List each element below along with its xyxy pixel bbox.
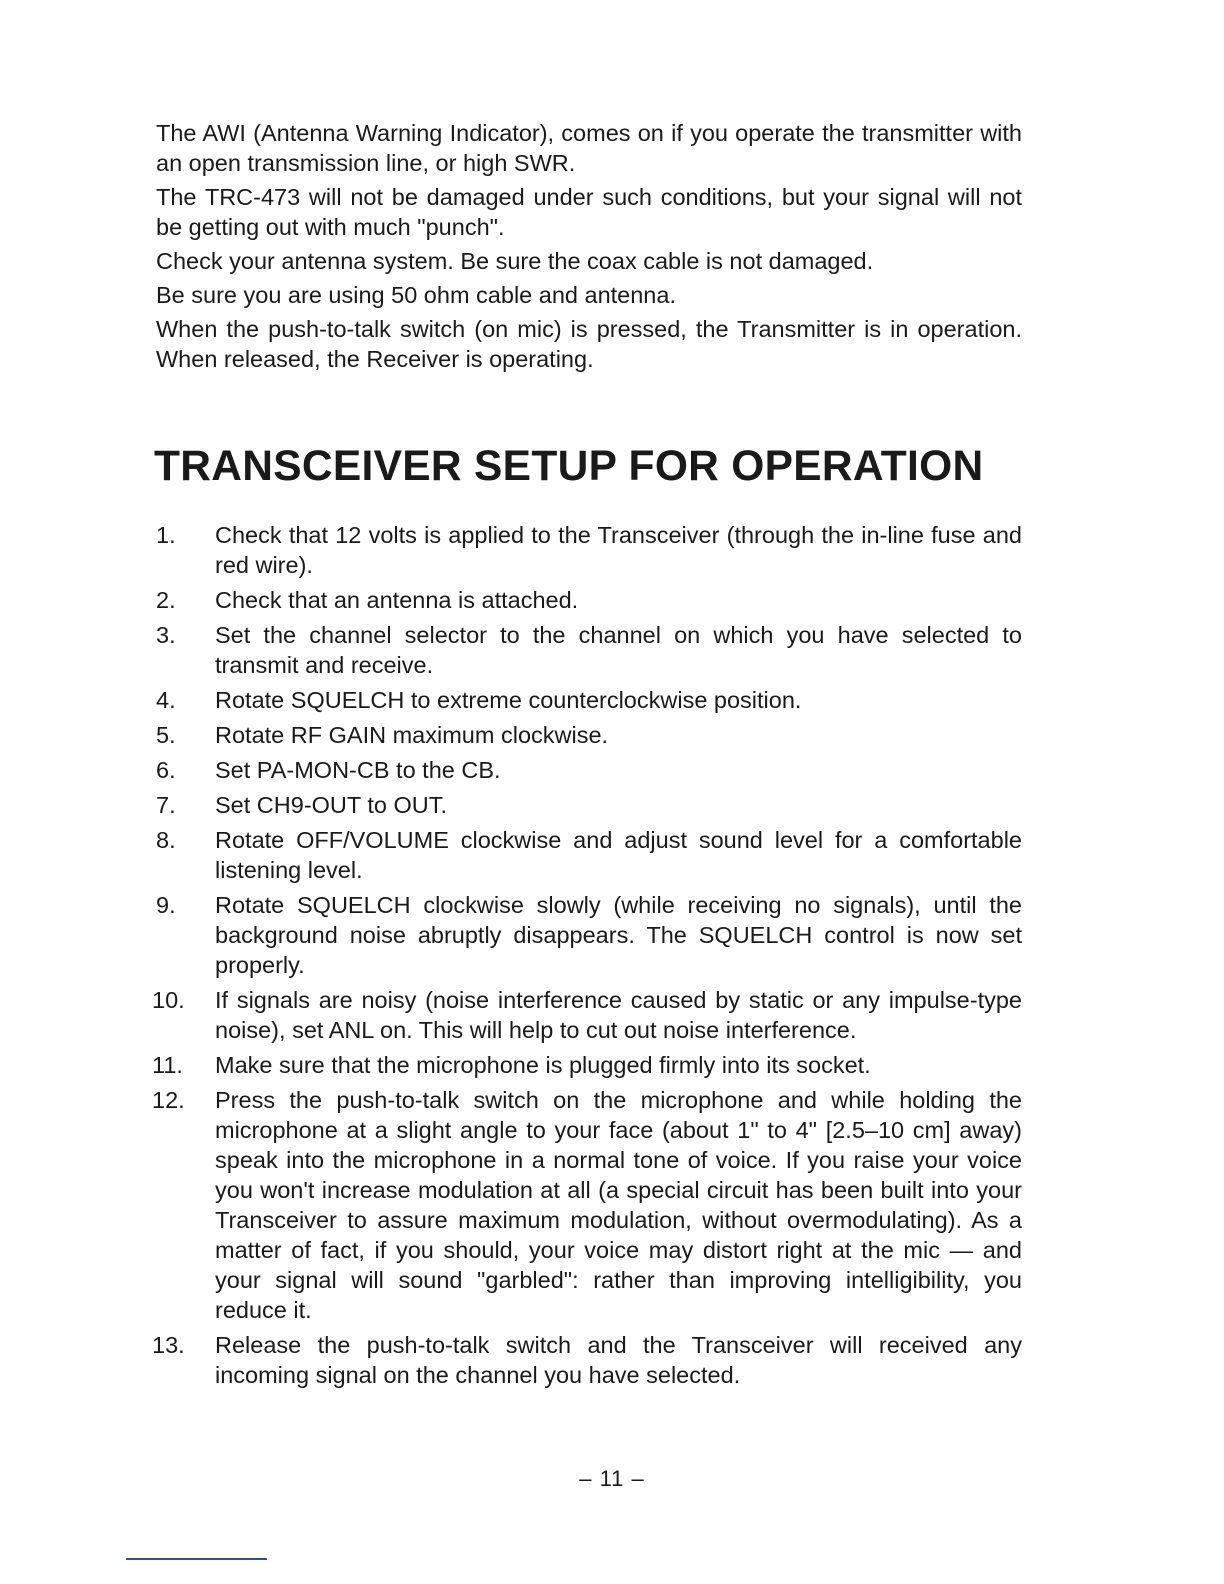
step-text: Rotate RF GAIN maximum clockwise. xyxy=(215,722,609,748)
intro-paragraph-cable: Be sure you are using 50 ohm cable and antenna. xyxy=(156,282,676,308)
list-item xyxy=(156,520,1022,580)
step-number: 12. xyxy=(152,1087,185,1113)
footer-rule xyxy=(126,1558,267,1560)
list-item xyxy=(156,890,1022,980)
step-number: 5. xyxy=(156,722,176,748)
list-item xyxy=(156,790,1022,820)
intro-paragraph-push-to-talk: When the push-to-talk switch (on mic) is pressed, the Transmitter is in operation. When released, the Receiver is operating. xyxy=(156,316,1022,372)
setup-steps-list xyxy=(152,520,1022,1390)
list-item xyxy=(152,985,1022,1045)
step-text: Check that 12 volts is applied to the Transceiver (through the in-line fuse and red wire). xyxy=(215,522,1022,578)
step-text: If signals are noisy (noise interference caused by static or any impulse-type noise), set ANL on. This will help to cut out noise interference. xyxy=(215,987,1022,1043)
list-item xyxy=(156,685,1022,715)
step-number: 9. xyxy=(156,892,176,918)
step-number: 7. xyxy=(156,792,176,818)
step-number: 4. xyxy=(156,687,176,713)
step-text: Set CH9-OUT to OUT. xyxy=(215,792,448,818)
step-text: Press the push-to-talk switch on the microphone and while holding the microphone at a slight angle to your face (about 1" to 4" [2.5–10 cm] away) speak into the microphone in a normal tone of voice. If you raise your voice you won't increase modulation at all (a special circuit has been built into your Transceiver to assure maximum modulation, without overmodulating). As a matter of fact, if you should, your voice may distort right at the mic — and your signal will sound "garbled": rather than improving intelligibility, you reduce it. xyxy=(215,1087,1022,1323)
step-number: 8. xyxy=(156,827,176,853)
step-text: Make sure that the microphone is plugged firmly into its socket. xyxy=(215,1052,871,1078)
step-number: 1. xyxy=(156,522,176,548)
step-text: Rotate SQUELCH clockwise slowly (while receiving no signals), until the background noise abruptly disappears. The SQUELCH control is now set properly. xyxy=(215,892,1022,978)
section-heading: TRANSCEIVER SETUP FOR OPERATION xyxy=(154,443,984,490)
step-text: Set PA-MON-CB to the CB. xyxy=(215,757,501,783)
step-number: 10. xyxy=(152,987,185,1013)
page-number: – 11 – xyxy=(579,1466,645,1491)
list-item xyxy=(156,755,1022,785)
list-item xyxy=(152,1085,1022,1325)
step-text: Set the channel selector to the channel on which you have selected to transmit and receive. xyxy=(215,622,1022,678)
step-text: Rotate OFF/VOLUME clockwise and adjust sound level for a comfortable listening level. xyxy=(215,827,1022,883)
list-item xyxy=(152,1330,1022,1390)
list-item xyxy=(156,585,1022,615)
step-number: 6. xyxy=(156,757,176,783)
step-number: 13. xyxy=(152,1332,185,1358)
manual-page xyxy=(152,118,1022,1395)
list-item xyxy=(156,620,1022,680)
intro-paragraph-damage: The TRC-473 will not be damaged under such conditions, but your signal will not be getting out with much "punch". xyxy=(156,184,1022,240)
intro-paragraph-check-antenna: Check your antenna system. Be sure the coax cable is not damaged. xyxy=(156,248,874,274)
list-item xyxy=(156,720,1022,750)
list-item xyxy=(156,825,1022,885)
step-text: Check that an antenna is attached. xyxy=(215,587,579,613)
step-number: 2. xyxy=(156,587,176,613)
step-text: Release the push-to-talk switch and the Transceiver will received any incoming signal on the channel you have selected. xyxy=(215,1332,1022,1388)
step-text: Rotate SQUELCH to extreme counterclockwise position. xyxy=(215,687,802,713)
step-number: 3. xyxy=(156,622,176,648)
list-item xyxy=(152,1050,1022,1080)
step-number: 11. xyxy=(152,1052,183,1078)
intro-paragraph-awi: The AWI (Antenna Warning Indicator), comes on if you operate the transmitter with an open transmission line, or high SWR. xyxy=(156,120,1022,176)
